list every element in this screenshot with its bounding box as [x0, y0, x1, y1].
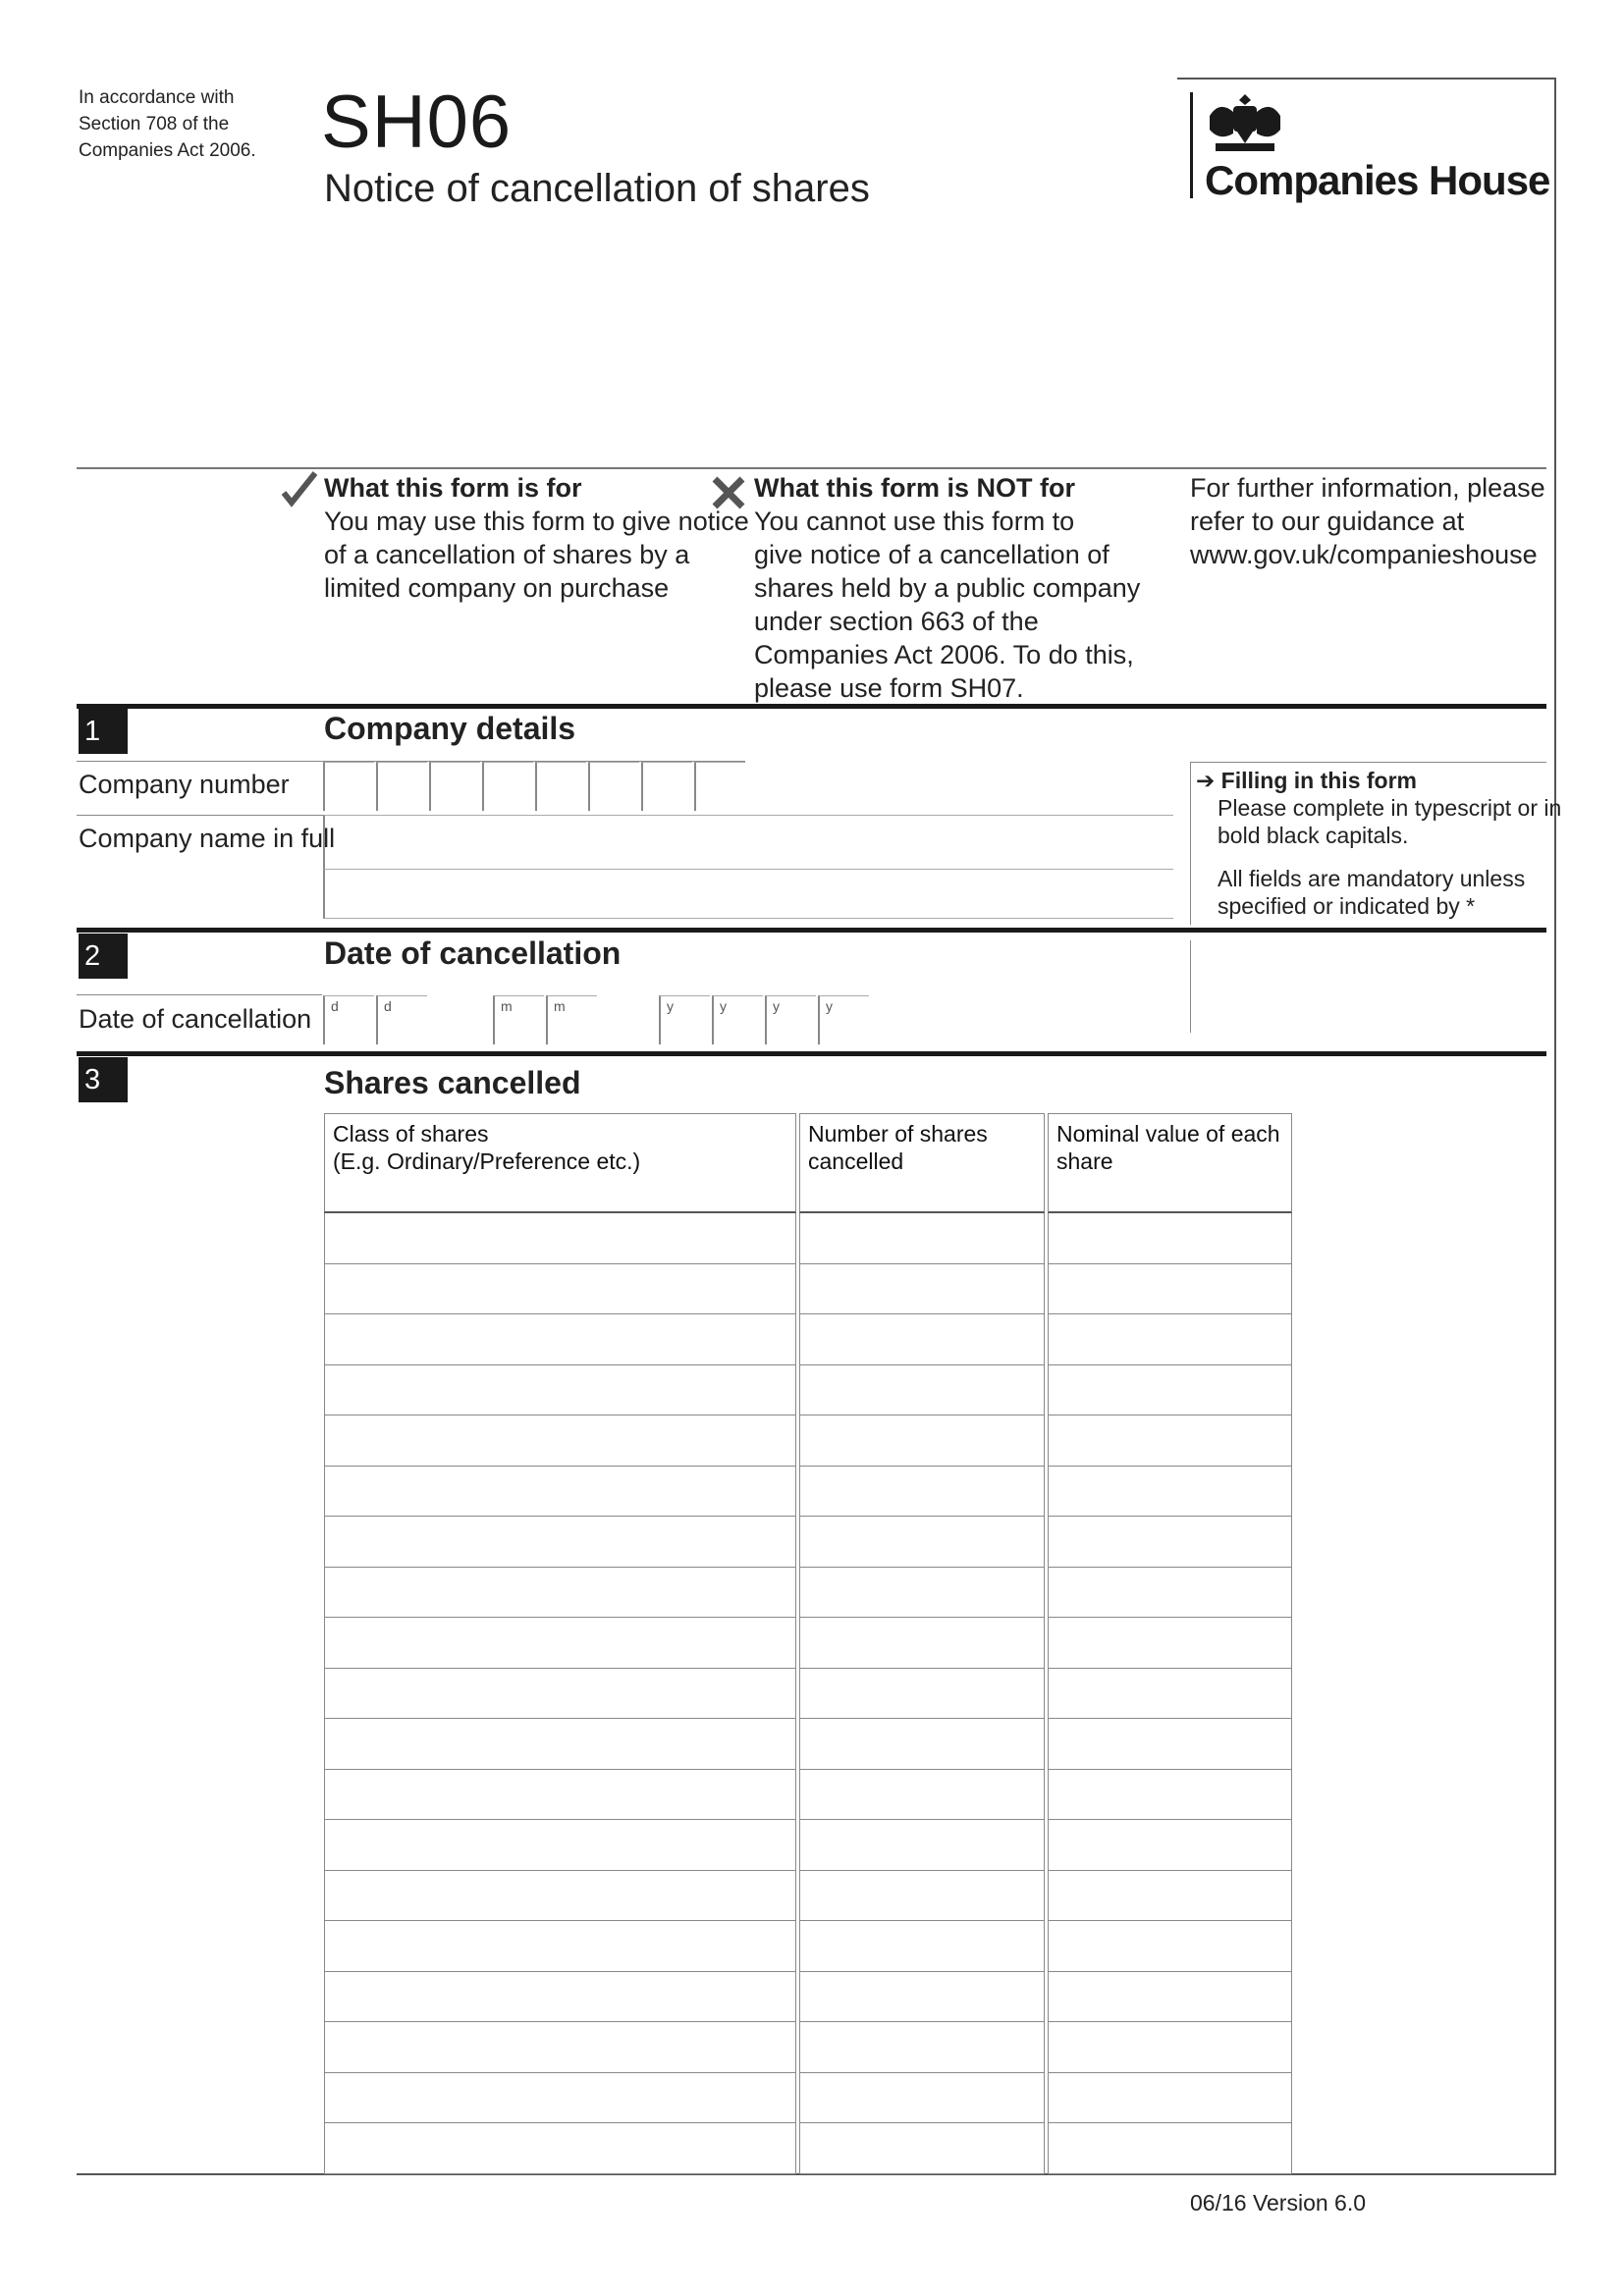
what-form-is-for: What this form is for You may use this form to give notice of a cancellation of shares by a limited company on purchase	[324, 473, 749, 603]
class-of-shares-cell[interactable]	[324, 2073, 796, 2124]
version-label: 06/16 Version 6.0	[1190, 2190, 1367, 2216]
company-name-label: Company name in full	[79, 824, 336, 853]
section2-number: 2	[79, 934, 128, 979]
class-of-shares-cell[interactable]	[324, 1415, 796, 1467]
section2-title: Date of cancellation	[324, 935, 622, 971]
nominal-value-cell[interactable]	[1048, 2022, 1292, 2073]
table-header-row	[324, 1113, 1292, 1213]
checkmark-icon	[281, 471, 318, 513]
nominal-value-cell[interactable]	[1048, 2123, 1292, 2174]
date-digit-hint: d	[331, 998, 339, 1014]
company-number-digit[interactable]	[641, 762, 692, 811]
section1-rule	[77, 704, 1546, 709]
table-row	[324, 1719, 1292, 1770]
company-number-digit[interactable]	[482, 762, 533, 811]
number-of-shares-cell[interactable]	[799, 1568, 1045, 1619]
table-row	[324, 1415, 1292, 1467]
class-of-shares-cell[interactable]	[324, 1972, 796, 2023]
number-of-shares-cell[interactable]	[799, 1921, 1045, 1972]
date-of-cancellation-label: Date of cancellation	[79, 1004, 312, 1034]
nominal-value-cell[interactable]	[1048, 1618, 1292, 1669]
company-number-label: Company number	[79, 770, 290, 799]
class-of-shares-cell[interactable]	[324, 1820, 796, 1871]
table-row	[324, 1264, 1292, 1315]
date-digit-hint: y	[720, 998, 727, 1014]
section3-rule	[77, 1051, 1546, 1056]
nominal-value-cell[interactable]	[1048, 1770, 1292, 1821]
table-row	[324, 1365, 1292, 1416]
section3-title: Shares cancelled	[324, 1065, 581, 1100]
date-digit-y[interactable]	[765, 995, 816, 1044]
filling-box-left	[1190, 762, 1191, 925]
class-of-shares-cell[interactable]	[324, 1719, 796, 1770]
table-row	[324, 2073, 1292, 2124]
filling-box-top	[1190, 762, 1546, 763]
legal-note: In accordance with Section 708 of the Companies Act 2006.	[79, 87, 256, 161]
class-of-shares-cell[interactable]	[324, 1568, 796, 1619]
table-row	[324, 1314, 1292, 1365]
nominal-value-cell[interactable]	[1048, 1820, 1292, 1871]
nominal-value-cell[interactable]	[1048, 1719, 1292, 1770]
nominal-value-cell[interactable]	[1048, 1365, 1292, 1416]
date-digit-hint: m	[554, 998, 566, 1014]
number-of-shares-cell[interactable]	[799, 1972, 1045, 2023]
number-of-shares-cell[interactable]	[799, 1770, 1045, 1821]
company-number-digit[interactable]	[694, 762, 745, 811]
nominal-value-cell[interactable]	[1048, 1264, 1292, 1315]
number-of-shares-cell[interactable]	[799, 1871, 1045, 1922]
cross-icon	[711, 475, 746, 515]
nominal-value-cell[interactable]	[1048, 1314, 1292, 1365]
company-number-digit[interactable]	[429, 762, 480, 811]
section2-side-divider	[1190, 940, 1191, 1033]
further-information: For further information, please refer to our guidance at www.gov.uk/companieshouse	[1190, 473, 1545, 569]
section1-number: 1	[79, 709, 128, 754]
date-digit-m[interactable]	[493, 995, 544, 1044]
company-number-digit[interactable]	[588, 762, 639, 811]
table-row	[324, 1972, 1292, 2023]
class-of-shares-cell[interactable]	[324, 2123, 796, 2174]
nominal-value-cell[interactable]	[1048, 2073, 1292, 2124]
table-row	[324, 1467, 1292, 1518]
number-of-shares-cell[interactable]	[799, 1618, 1045, 1669]
section1-title: Company details	[324, 711, 576, 746]
table-row	[324, 1921, 1292, 1972]
nominal-value-cell[interactable]	[1048, 1871, 1292, 1922]
frame-right-border	[1554, 78, 1556, 2174]
date-digit-hint: y	[773, 998, 780, 1014]
number-of-shares-cell[interactable]	[799, 2022, 1045, 2073]
table-row	[324, 1568, 1292, 1619]
table-row	[324, 1820, 1292, 1871]
number-of-shares-cell[interactable]	[799, 1415, 1045, 1467]
class-of-shares-cell[interactable]	[324, 1871, 796, 1922]
number-of-shares-cell[interactable]	[799, 2073, 1045, 2124]
number-of-shares-cell[interactable]	[799, 1314, 1045, 1365]
table-row	[324, 1213, 1292, 1264]
column-header-number: Number of shares cancelled	[799, 1113, 1045, 1213]
company-number-digit[interactable]	[535, 762, 586, 811]
table-row	[324, 1618, 1292, 1669]
what-form-is-not-for: What this form is NOT for You cannot use this form to give notice of a cancellation of shares held by a public company under section 663 of the Companies Act 2006. To do this, please use form SH07.	[754, 473, 1141, 703]
section2-rule	[77, 928, 1546, 933]
nominal-value-cell[interactable]	[1048, 1568, 1292, 1619]
class-of-shares-cell[interactable]	[324, 1467, 796, 1518]
company-number-digit[interactable]	[323, 762, 374, 811]
nominal-value-cell[interactable]	[1048, 1972, 1292, 2023]
date-digit-y[interactable]	[659, 995, 710, 1044]
table-row	[324, 2123, 1292, 2174]
number-of-shares-cell[interactable]	[799, 1517, 1045, 1568]
class-of-shares-cell[interactable]	[324, 1669, 796, 1720]
company-name-field-line1[interactable]	[323, 815, 1173, 870]
class-of-shares-cell[interactable]	[324, 1264, 796, 1315]
section3-number: 3	[79, 1057, 128, 1102]
number-of-shares-cell[interactable]	[799, 1669, 1045, 1720]
nominal-value-cell[interactable]	[1048, 1415, 1292, 1467]
class-of-shares-cell[interactable]	[324, 1618, 796, 1669]
nominal-value-cell[interactable]	[1048, 1467, 1292, 1518]
nominal-value-cell[interactable]	[1048, 1517, 1292, 1568]
number-of-shares-cell[interactable]	[799, 2123, 1045, 2174]
number-of-shares-cell[interactable]	[799, 1719, 1045, 1770]
date-digit-y[interactable]	[818, 995, 869, 1044]
nominal-value-cell[interactable]	[1048, 1213, 1292, 1264]
date-digit-d[interactable]	[323, 995, 374, 1044]
column-header-class: Class of shares (E.g. Ordinary/Preference etc.)	[324, 1113, 796, 1213]
form-title: Notice of cancellation of shares	[324, 167, 870, 210]
date-digit-hint: m	[501, 998, 513, 1014]
class-of-shares-cell[interactable]	[324, 1770, 796, 1821]
date-label-rule	[77, 994, 322, 995]
date-digit-y[interactable]	[712, 995, 763, 1044]
date-digit-m[interactable]	[546, 995, 597, 1044]
frame-top-border	[1177, 78, 1556, 80]
class-of-shares-cell[interactable]	[324, 2022, 796, 2073]
date-digit-d[interactable]	[376, 995, 427, 1044]
company-number-digit[interactable]	[376, 762, 427, 811]
table-row	[324, 1669, 1292, 1720]
table-row	[324, 1517, 1292, 1568]
table-row	[324, 2022, 1292, 2073]
class-of-shares-cell[interactable]	[324, 1921, 796, 1972]
arrow-right-icon: ➔	[1196, 768, 1221, 793]
table-row	[324, 1871, 1292, 1922]
brand-divider	[1190, 92, 1193, 198]
class-of-shares-cell[interactable]	[324, 1517, 796, 1568]
column-header-nominal-value: Nominal value of each share	[1048, 1113, 1292, 1213]
class-of-shares-cell[interactable]	[324, 1314, 796, 1365]
info-top-rule	[77, 467, 1546, 469]
form-code: SH06	[321, 80, 513, 164]
brand-name: Companies House	[1205, 157, 1550, 203]
number-of-shares-cell[interactable]	[799, 1213, 1045, 1264]
filling-in-form-note: ➔ Filling in this form Please complete in typescript or in bold black capitals. All fields are mandatory unless specified or indicated by *	[1196, 768, 1562, 919]
shares-cancelled-table	[324, 1113, 1292, 2174]
number-of-shares-cell[interactable]	[799, 1264, 1045, 1315]
company-name-field-line2[interactable]	[323, 870, 1173, 919]
date-digit-hint: y	[826, 998, 833, 1014]
class-of-shares-cell[interactable]	[324, 1213, 796, 1264]
class-of-shares-cell[interactable]	[324, 1365, 796, 1416]
number-of-shares-cell[interactable]	[799, 1365, 1045, 1416]
number-of-shares-cell[interactable]	[799, 1820, 1045, 1871]
number-of-shares-cell[interactable]	[799, 1467, 1045, 1518]
table-row	[324, 1770, 1292, 1821]
crest-icon	[1206, 90, 1284, 162]
nominal-value-cell[interactable]	[1048, 1669, 1292, 1720]
date-digit-hint: y	[667, 998, 674, 1014]
date-digit-hint: d	[384, 998, 392, 1014]
nominal-value-cell[interactable]	[1048, 1921, 1292, 1972]
